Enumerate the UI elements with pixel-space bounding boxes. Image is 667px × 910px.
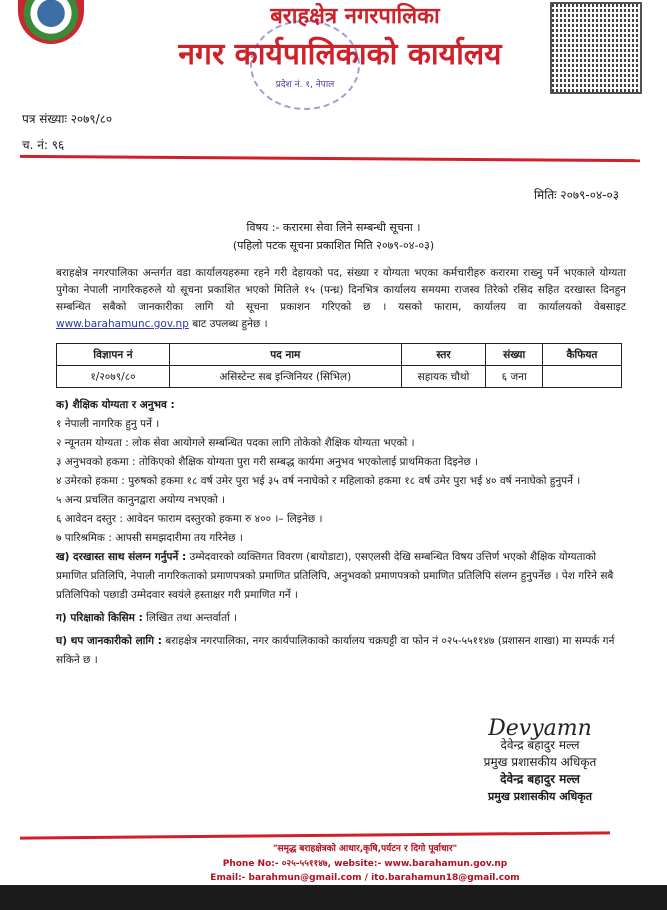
section-heading: क) शैक्षिक योग्यता र अनुभव : [56,399,175,411]
seal-text: प्रदेश नं. १, नेपाल [275,80,335,90]
section-item [56,510,626,529]
footer-email: Email:- barahmun@gmail.com / ito.barahamun18@gmail.com [210,873,520,883]
paragraph-end: बाट उपलब्ध हुनेछ । [192,318,268,330]
section-item [56,529,626,548]
office-seal-stamp [250,20,360,110]
section-text: ५ अन्य प्रचलित कानुनद्वारा अयोग्य नभएको । [56,494,226,506]
office-name: नगर कार्यपालिकाको कार्यालय [178,37,502,72]
col-post: पद नाम [170,344,402,366]
section-heading: घ) थप जानकारीको लागि : [56,635,162,647]
col-ad-no: विज्ञापन नं [57,344,170,366]
cell-level: सहायक चौथो [401,366,486,388]
vacancy-table [56,343,622,388]
section-item [56,396,626,415]
section-item [56,472,626,491]
stamp-name: देवेन्द्र बहादुर मल्ल [500,772,580,786]
col-remarks: कैफियत [542,344,621,366]
letter-date: मितिः २०७९-०४-०३ [533,188,619,202]
nepal-emblem-logo [18,0,84,44]
col-count: संख्या [486,344,543,366]
scan-edge [0,885,667,910]
col-level: स्तर [401,344,486,366]
footer-divider [20,831,610,839]
section-item [56,548,626,605]
cell-remarks [542,366,621,388]
section-text: २ न्यूनतम योग्यता : लोक सेवा आयोगले सम्बन्धित पदका लागि तोकेको शैक्षिक योग्यता भएको । [56,437,415,449]
table-header-row [57,344,622,366]
cell-post: असिस्टेन्ट सब इन्जिनियर (सिभिल) [170,366,402,388]
cell-count: ६ जना [486,366,543,388]
subject-line: विषय :- करारमा सेवा लिने सम्बन्धी सूचना । [246,221,421,234]
section-text: उम्मेदवारको व्यक्तिगत विवरण (बायोडाटा), एसएलसी देखि सम्बन्धित विषय उत्तिर्ण भएको शैक्षिक योग्यताको प्रमाणित प्रतिलिपि, नेपाली नागरिकताको प्रमाणपत्रको प्रमाणित प्रतिलिपि, अनुभवको प्रमाणपत्रको प्रमाणित प्रतिलिपि संलग्न हुनुपर्नेछ । पेश गरिने सबै प्रतिलिपिको पछाडी उम्मेदवार स्वयंले हस्ताक्षर गरी प्रमाणित गर्ने । [56,551,614,601]
section-item [56,609,626,628]
paragraph-text: बराहक्षेत्र नगरपालिका अन्तर्गत वडा कार्यालयहरुमा रहने गरी देहायको पद, संख्या र योग्यता भएका कर्मचारीहरु करारमा राख्नु पर्ने भएकाले योग्यता पुगेका नेपाली नागरिकहरुले यो सूचना प्रकाशित भएको मितिले १५ (पन्ध्र) दिनभित्र कार्यालय समयमा राजस्व तिरेको रसिद सहित दरखास्त दिनहुन सम्बन्धित सबैको जानकारीका लागि यो सूचना प्रकाशन गरिएको छ । यसको फाराम, कार्यालय वा कार्यालयको वेबसाइट [56,267,626,313]
section-text: ६ आवेदन दस्तुर : आवेदन फाराम दस्तुरको हकमा रु ४०० ।– लिइनेछ । [56,513,323,525]
section-text: लिखित तथा अन्तर्वार्ता । [142,612,238,624]
cell-ad-no: १/२०७९/८० [57,366,170,388]
subject-subline: (पहिलो पटक सूचना प्रकाशित मिति २०७९-०४-०३) [232,239,435,252]
org-name: बराहक्षेत्र नगरपालिका [270,4,440,29]
section-text: ७ पारिश्रमिक : आपसी समझदारीमा तय गरिनेछ । [56,532,243,544]
signature-mark: Devyamn [488,716,592,741]
stamp-title: प्रमुख प्रशासकीय अधिकृत [488,790,592,803]
website-link[interactable]: www.barahamunc.gov.np [56,318,189,330]
dispatch-number: च. नं: ९६ [22,138,65,152]
section-item [56,453,626,472]
section-heading: ख) दरखास्त साथ संलग्न गर्नुपर्ने : [56,551,187,563]
section-item [56,434,626,453]
signature-block [470,716,610,805]
qr-code [550,2,642,94]
section-text: बराहक्षेत्र नगरपालिका, नगर कार्यपालिकाको कार्यालय चक्रघट्टी वा फोन नं ०२५-५५११४७ (प्रशासन शाखा) मा सम्पर्क गर्न सकिने छ । [56,635,615,666]
section-text: ४ उमेरको हकमा : पुरुषको हकमा १८ वर्ष उमेर पुरा भई ३५ वर्ष ननाघेको र महिलाको हकमा १८ वर्ष उमेर पुरा भई ४० वर्ष ननाघेको हुनुपर्ने । [56,475,581,487]
footer-slogan: "समृद्ध बराहक्षेत्रको आधार,कृषि,पर्यटन र दिगो पूर्वाधार" [272,844,458,854]
section-heading: ग) परिक्षाको किसिम : [56,612,143,624]
section-text: ३ अनुभवको हकमा : तोकिएको शैक्षिक योग्यता पुरा गरी सम्बद्ध कार्यमा अनुभव भएकोलाई प्राथमिकता दिइनेछ । [56,456,479,468]
section-item [56,632,626,670]
table-row [57,366,622,388]
section-item [56,415,626,434]
footer-phone: Phone No:- ०२५-५५११४७, website:- www.barahamun.gov.np [222,859,508,869]
signatory-title: प्रमुख प्रशासकीय अधिकृत [483,755,597,769]
letter-number: पत्र संख्याः २०७९/८० [22,112,113,126]
header-divider [20,155,640,162]
intro-paragraph [56,265,626,333]
signatory-name: देवेन्द्र बहादुर मल्ल [500,738,580,752]
requirements-list [56,396,626,674]
section-item [56,491,626,510]
section-text: १ नेपाली नागरिक हुनु पर्ने । [56,418,160,430]
